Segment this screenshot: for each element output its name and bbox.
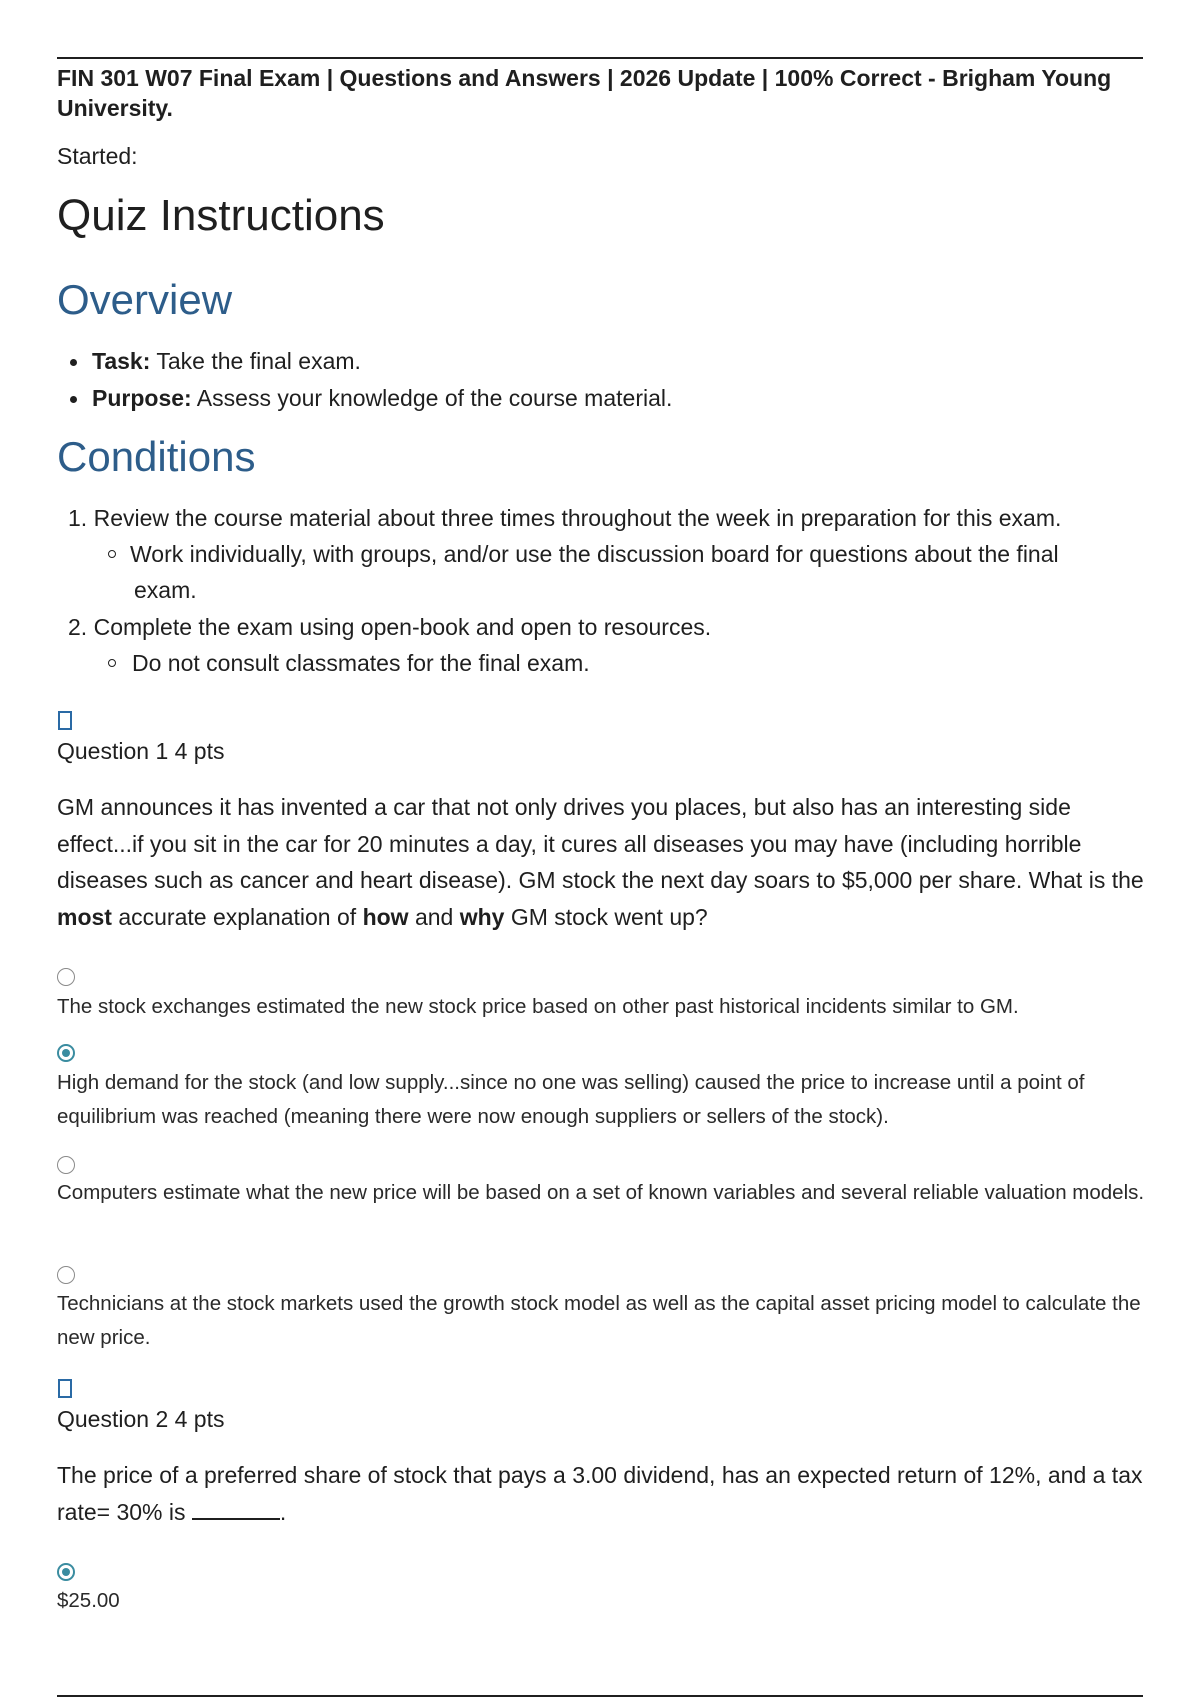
answer-radio[interactable]	[57, 1156, 75, 1174]
bullet-icon	[70, 396, 77, 403]
answer-blank	[192, 1498, 280, 1520]
sub-bullet-icon	[108, 550, 116, 558]
question-text-emphasis: most	[57, 903, 112, 930]
flag-question-icon[interactable]	[58, 1379, 72, 1398]
question-text-part: accurate explanation of	[111, 903, 363, 930]
answer-radio-selected[interactable]	[57, 1563, 75, 1581]
question-text-part: GM announces it has invented a car that not only drives you places, but also has an interesting side effect...if you sit in the car for 20 minutes a day, it cures all diseases you may have (including horrible diseases such as cancer and heart disease). GM stock the next day soars to $5,000 per share. What is the	[57, 794, 1144, 893]
question-text-part: .	[279, 1498, 287, 1525]
flag-question-icon[interactable]	[58, 711, 72, 730]
overview-item-label: Task:	[92, 348, 151, 374]
answer-radio-selected[interactable]	[57, 1044, 75, 1062]
condition-subtext-line1: Work individually, with groups, and/or use the discussion board for questions about the final	[130, 541, 1059, 567]
answer-option-text: Technicians at the stock markets used the growth stock model as well as the capital asset pricing model to calculate the new price.	[57, 1292, 1141, 1349]
answer-option-text: $25.00	[57, 1589, 120, 1612]
sub-bullet-icon	[108, 659, 116, 667]
overview-heading: Overview	[57, 276, 233, 323]
overview-item-purpose	[57, 382, 672, 419]
answer-radio[interactable]	[57, 968, 75, 986]
condition-number: 1.	[68, 505, 88, 531]
question-1-text	[57, 789, 1147, 935]
bullet-icon	[70, 359, 77, 366]
overview-item-task	[57, 345, 672, 382]
top-rule	[57, 57, 1143, 59]
question-1-header: Question 1 4 pts	[57, 738, 225, 764]
condition-subitem-2	[108, 645, 1108, 681]
condition-text: Complete the exam using open-book and open to resources.	[93, 614, 712, 640]
condition-number: 2.	[68, 614, 88, 640]
condition-subtext-line1: Do not consult classmates for the final exam.	[132, 650, 590, 676]
condition-subtext-line2: exam.	[134, 577, 197, 603]
question-text-part: GM stock went up?	[504, 903, 708, 930]
quiz-instructions-heading: Quiz Instructions	[57, 191, 385, 240]
question-2-text	[57, 1457, 1147, 1530]
question-text-emphasis: why	[459, 903, 505, 930]
answer-radio[interactable]	[57, 1266, 75, 1284]
overview-item-text: Take the final exam.	[150, 348, 361, 374]
overview-item-text: Assess your knowledge of the course material.	[191, 385, 673, 411]
question-2-header: Question 2 4 pts	[57, 1406, 225, 1432]
answer-option-text: High demand for the stock (and low supply...since no one was selling) caused the price to increase until a point of equilibrium was reached (meaning there were now enough suppliers or sellers of the stock).	[57, 1071, 1085, 1128]
overview-list	[57, 345, 672, 419]
answer-option-text: Computers estimate what the new price will be based on a set of known variables and several reliable valuation models.	[57, 1181, 1145, 1204]
condition-item-1	[68, 502, 1061, 534]
overview-item-label: Purpose:	[92, 385, 192, 411]
question-text-part: The price of a preferred share of stock that pays a 3.00 dividend, has an expected return of 12%, and a tax rate= 30% is	[57, 1462, 1143, 1525]
condition-subitem-1	[108, 536, 1108, 608]
question-text-part: and	[408, 903, 460, 930]
document-title: FIN 301 W07 Final Exam | Questions and Answers | 2026 Update | 100% Correct - Brigham Young University.	[57, 65, 1112, 121]
conditions-heading: Conditions	[57, 433, 256, 480]
bottom-rule	[57, 1695, 1143, 1697]
answer-option-text: The stock exchanges estimated the new stock price based on other past historical incidents similar to GM.	[57, 995, 1019, 1018]
condition-text: Review the course material about three times throughout the week in preparation for this exam.	[93, 505, 1062, 531]
started-label: Started:	[57, 143, 138, 169]
condition-item-2	[68, 611, 711, 643]
question-text-emphasis: how	[362, 903, 409, 930]
